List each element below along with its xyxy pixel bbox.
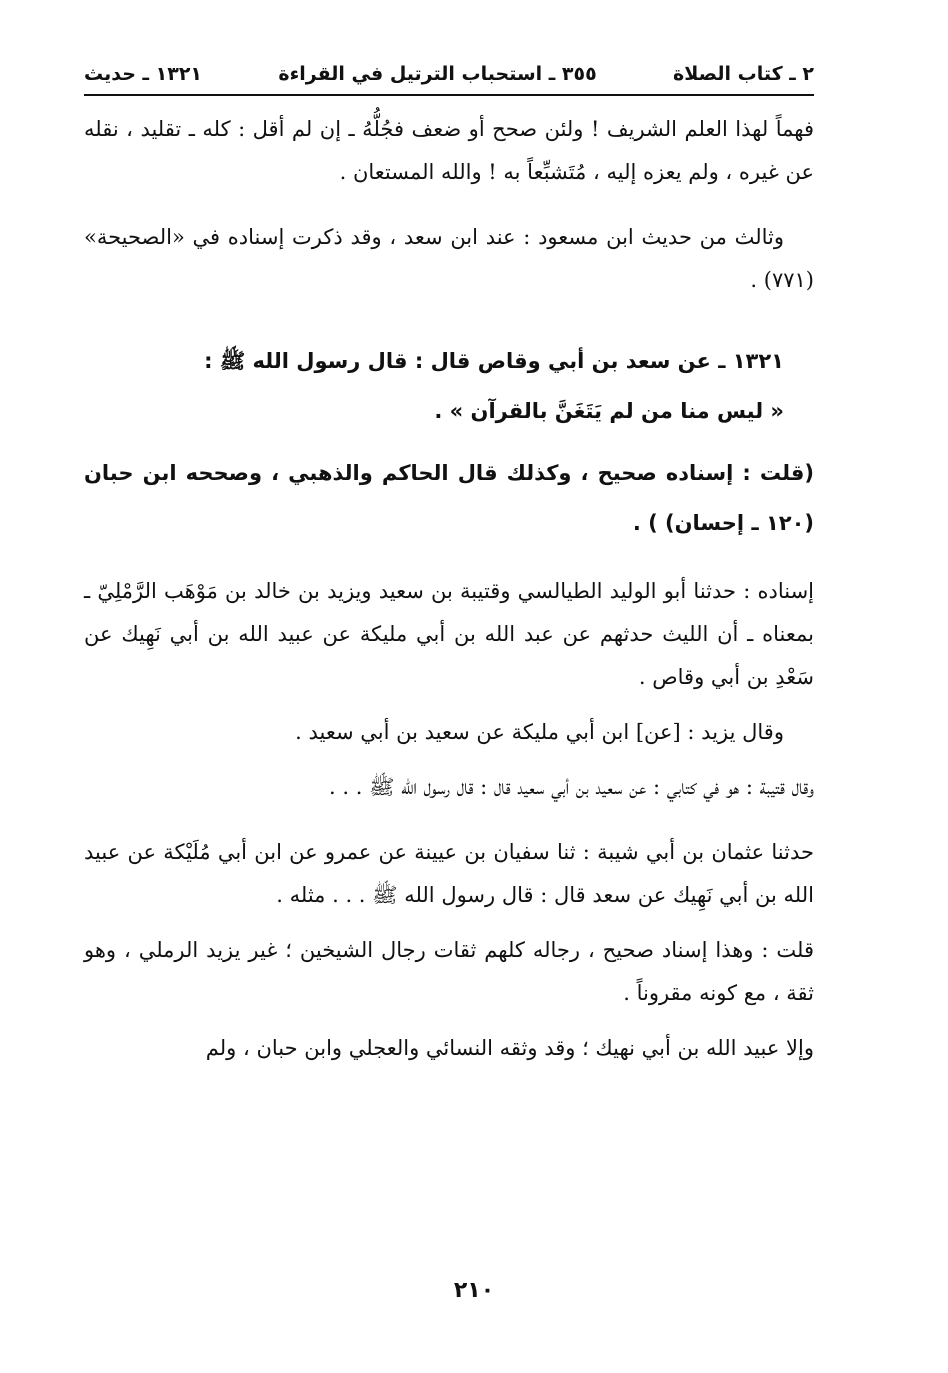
- header-chapter-title: ٣٥٥ ـ استحباب الترتيل في القراءة: [278, 63, 597, 85]
- paragraph-continuation: فهماً لهذا العلم الشريف ! ولئن صحح أو ضعف فجُلُّهُ ـ إن لم أقل : كله ـ تقليد ، نقله عن غيره ، ولم يعزه إليه ، مُتَشبِّعاً به ! والله المستعان .: [84, 117, 814, 184]
- paragraph-third-narration: وثالث من حديث ابن مسعود : عند ابن سعد ، وقد ذكرت إسناده في «الصحيحة» (٧٧١) .: [84, 225, 814, 292]
- rijal-assessment: قلت : وهذا إسناد صحيح ، رجاله كلهم ثقات رجال الشيخين ؛ غير يزيد الرملي ، وهو ثقة ، مع كونه مقروناً .: [84, 938, 814, 1005]
- book-page: [84, 56, 814, 1070]
- page-number: ٢١٠: [453, 1278, 495, 1303]
- isnad-paragraph: إسناده : حدثنا أبو الوليد الطيالسي وقتيبة بن سعيد ويزيد بن خالد بن مَوْهَب الرَّمْلِيّ ـ بمعناه ـ أن الليث حدثهم عن عبد الله بن أبي مليكة عن عبيد الله بن أبي نَهِيك عن سَعْدِ بن أبي وقاص .: [84, 579, 814, 689]
- takhrij-note: (قلت : إسناده صحيح ، وكذلك قال الحاكم والذهبي ، وصححه ابن حبان (١٢٠ ـ إحسان) ) .: [84, 461, 814, 535]
- header-book-title: ٢ ـ كتاب الصلاة: [673, 63, 814, 85]
- last-paragraph: وإلا عبيد الله بن أبي نهيك ؛ وقد وثقه النسائي والعجلي وابن حبان ، ولم: [205, 1036, 814, 1060]
- running-header: [84, 56, 814, 92]
- hadith-intro: ١٣٢١ ـ عن سعد بن أبي وقاص قال : قال رسول الله ﷺ :: [204, 349, 784, 373]
- uthman-isnad: حدثنا عثمان بن أبي شيبة : ثنا سفيان بن عيينة عن عمرو عن ابن أبي مُلَيْكة عن عبيد الله بن أبي نَهِيك عن سعد قال : قال رسول الله ﷺ . . . مثله .: [84, 840, 814, 907]
- yazid-variant: وقال يزيد : [عن] ابن أبي مليكة عن سعيد بن أبي سعيد .: [295, 720, 784, 744]
- header-hadith-number: ١٣٢١ ـ حديث: [84, 63, 203, 85]
- hadith-text: « ليس منا من لم يَتَغَنَّ بالقرآن » .: [434, 399, 784, 423]
- qutayba-variant: وقال قتيبة : هو في كتابي : عن سعيد بن أبي سعيد قال : قال رسول الله ﷺ . . .: [329, 775, 814, 799]
